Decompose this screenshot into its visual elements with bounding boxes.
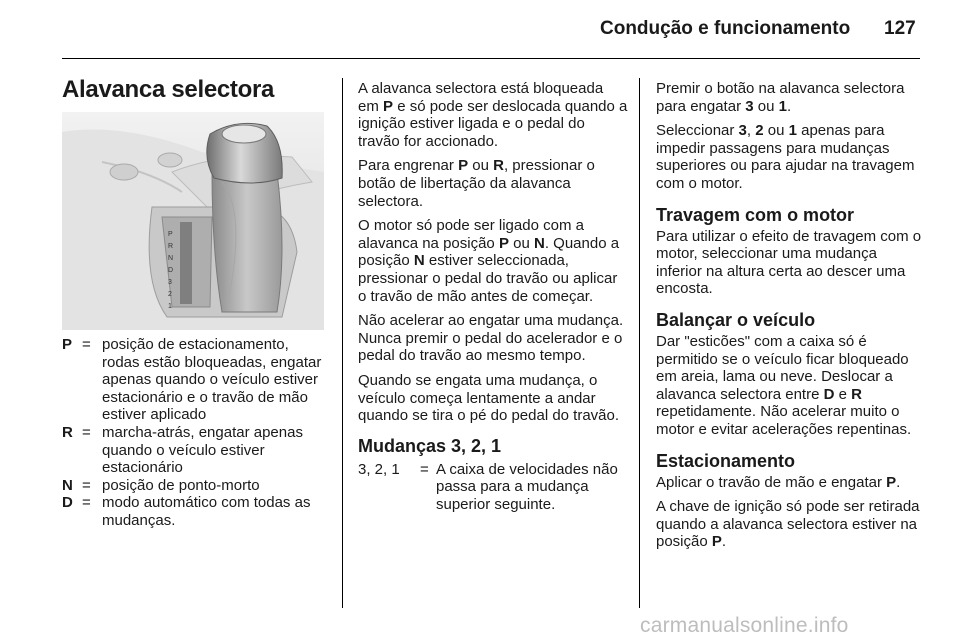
definition-text: posição de ponto-morto xyxy=(102,476,260,494)
column-middle xyxy=(358,80,628,513)
header-rule xyxy=(62,58,920,59)
shift-equals: = xyxy=(420,460,429,478)
definition-equals: = xyxy=(82,494,91,512)
definition-key: P xyxy=(62,336,73,353)
subheading-mudancas: Mudanças 3, 2, 1 xyxy=(358,435,502,456)
column-right xyxy=(656,80,922,558)
gate-letter-n: N xyxy=(168,255,174,262)
paragraph: Dar "esticões" com a caixa só é permitido se o veículo ficar bloqueado em areia, lama ou neve. Deslocar a alavanca selectora entre D e R repetidamente. Não acelerar muito o motor e evitar acelerações repentinas. xyxy=(656,332,912,438)
shift-text: A caixa de velocidades não passa para a mudança superior seguinte. xyxy=(436,460,618,513)
definition-key: N xyxy=(62,476,73,494)
definition-equals: = xyxy=(82,423,91,441)
gear-selector-illustration xyxy=(62,112,324,330)
paragraph: A alavanca selectora está bloqueada em P e só pode ser deslocada quando a ignição estiver ligada e o pedal do travão for accionado. xyxy=(358,80,628,150)
paragraph: Não acelerar ao engatar uma mudança. Nunca premir o pedal do acelerador e o pedal do travão ao mesmo tempo. xyxy=(358,312,624,365)
paragraph: Premir o botão na alavanca selectora para engatar 3 ou 1. xyxy=(656,80,905,115)
running-header-title: Condução e funcionamento xyxy=(600,18,851,39)
watermark-text: carmanualsonline.info xyxy=(640,614,849,637)
definition-row xyxy=(62,477,328,495)
subheading-estacionamento: Estacionamento xyxy=(656,450,796,471)
definition-key: D xyxy=(62,494,73,512)
page-number: 127 xyxy=(884,18,916,39)
gate-letter-d: D xyxy=(168,267,174,274)
paragraph: Aplicar o travão de mão e engatar P. xyxy=(656,473,901,491)
definition-row xyxy=(62,494,328,529)
definition-row xyxy=(62,424,328,477)
paragraph: Para engrenar P ou R, pressionar o botão de libertação da alavanca selectora. xyxy=(358,157,595,210)
paragraph: Para utilizar o efeito de travagem com o motor, seleccionar uma mudança inferior na altura certa ao descer uma encosta. xyxy=(656,227,922,298)
paragraph: Quando se engata uma mudança, o veículo começa lentamente a andar quando se tira o pé do pedal do travão. xyxy=(358,371,620,425)
subheading-balancar: Balançar o veículo xyxy=(656,309,816,330)
shift-key: 3, 2, 1 xyxy=(358,460,400,478)
shift-definition-row xyxy=(358,461,628,514)
column-divider-2 xyxy=(639,78,640,608)
subheading-travagem: Travagem com o motor xyxy=(656,204,855,225)
definition-row xyxy=(62,336,328,424)
gate-letter-r: R xyxy=(168,243,174,250)
paragraph: O motor só pode ser ligado com a alavanca na posição P ou N. Quando a posição N estiver seleccionada, pressionar o pedal do travão ou aplicar o travão de mão antes de começar. xyxy=(358,217,620,305)
definition-equals: = xyxy=(82,476,91,494)
gate-letter-3: 3 xyxy=(168,279,172,286)
definition-text: posição de estacionamento, rodas estão bloqueadas, engatar apenas quando o veículo estiver estacionário e o travão de mão estiver aplicado xyxy=(102,336,322,424)
gear-position-definitions xyxy=(62,336,328,530)
definition-text: marcha-atrás, engatar apenas quando o veículo estiver estacionário xyxy=(102,423,303,477)
paragraph: A chave de ignição só pode ser retirada quando a alavanca selectora estiver na posição P. xyxy=(656,498,920,551)
definition-key: R xyxy=(62,423,73,441)
definition-text: modo automático com todas as mudanças. xyxy=(102,494,311,529)
section-title: Alavanca selectora xyxy=(62,76,275,103)
gate-letter-2: 2 xyxy=(168,291,172,298)
definition-equals: = xyxy=(82,336,91,353)
gate-letter-p: P xyxy=(168,231,173,238)
gate-letter-1: 1 xyxy=(168,303,172,310)
paragraph: Seleccionar 3, 2 ou 1 apenas para impedir passagens para mudanças superiores ou para ajudar na travagem com o motor. xyxy=(656,122,915,192)
column-divider-1 xyxy=(342,78,343,608)
